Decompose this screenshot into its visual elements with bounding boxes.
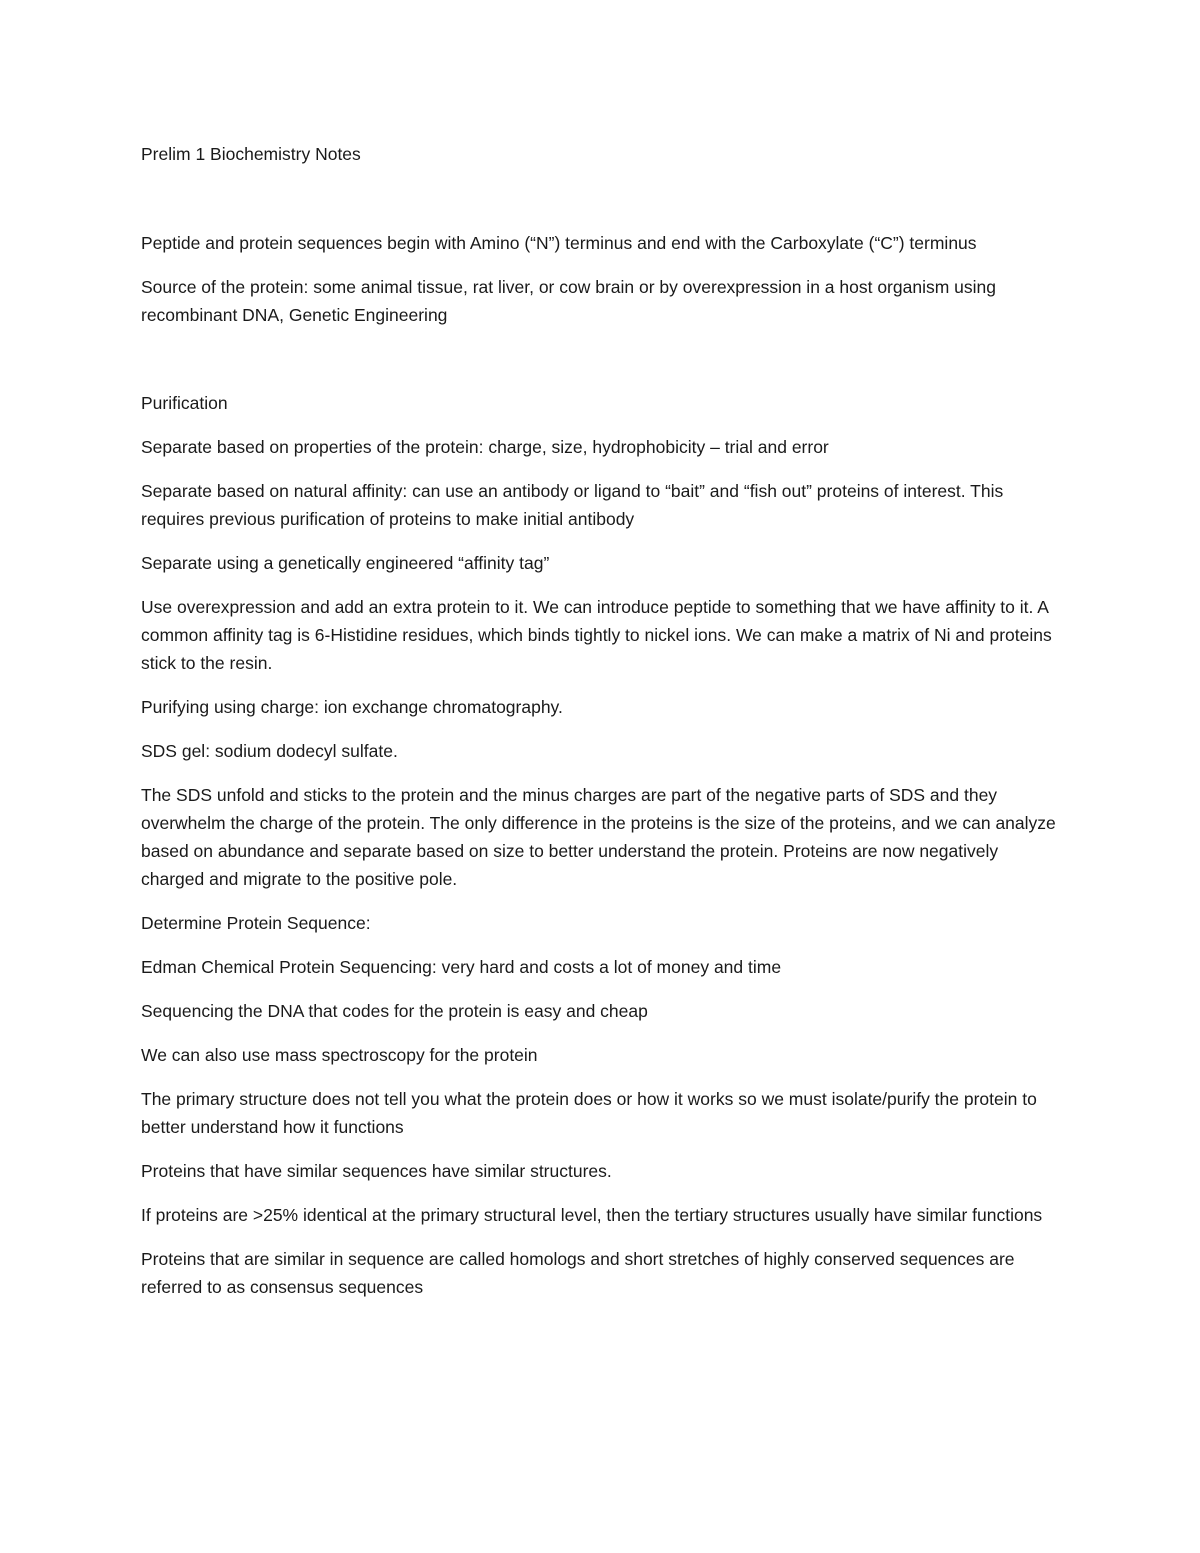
paragraph-protein-source: Source of the protein: some animal tissue, rat liver, or cow brain or by overexpression in a host organism using recombinant DNA, Genetic Engineering	[141, 277, 996, 325]
section-heading-purification: Purification	[141, 393, 228, 413]
paragraph-identity-threshold: If proteins are >25% identical at the primary structural level, then the tertiary structures usually have similar functions	[141, 1205, 1043, 1225]
paragraph-sds-unfold: The SDS unfold and sticks to the protein and the minus charges are part of the negative parts of SDS and they overwhelm the charge of the protein. The only difference in the proteins is the size of the proteins, and we can analyze based on abundance and separate based on size to better understand the protein. Proteins are now negatively charged and migrate to the positive pole.	[141, 785, 1056, 889]
paragraph-affinity-tag: Separate using a genetically engineered “affinity tag”	[141, 553, 550, 573]
paragraph-ion-exchange: Purifying using charge: ion exchange chromatography.	[141, 697, 563, 717]
paragraph-primary-structure: The primary structure does not tell you what the protein does or how it works so we must isolate/purify the protein to better understand how it functions	[141, 1089, 1037, 1137]
paragraph-natural-affinity: Separate based on natural affinity: can use an antibody or ligand to “bait” and “fish out” proteins of interest. This requires previous purification of proteins to make initial antibody	[141, 481, 1004, 529]
paragraph-similar-sequences: Proteins that have similar sequences have similar structures.	[141, 1161, 612, 1181]
document-body	[141, 140, 1061, 1317]
paragraph-edman: Edman Chemical Protein Sequencing: very hard and costs a lot of money and time	[141, 957, 782, 977]
paragraph-mass-spectroscopy: We can also use mass spectroscopy for the protein	[141, 1045, 538, 1065]
paragraph-dna-sequencing: Sequencing the DNA that codes for the protein is easy and cheap	[141, 1001, 648, 1021]
paragraph-separate-properties: Separate based on properties of the protein: charge, size, hydrophobicity – trial and error	[141, 437, 829, 457]
document-title: Prelim 1 Biochemistry Notes	[141, 144, 361, 164]
paragraph-overexpression: Use overexpression and add an extra protein to it. We can introduce peptide to something that we have affinity to it. A common affinity tag is 6-Histidine residues, which binds tightly to nickel ions. We can make a matrix of Ni and proteins stick to the resin.	[141, 597, 1052, 673]
paragraph-homologs: Proteins that are similar in sequence are called homologs and short stretches of highly conserved sequences are referred to as consensus sequences	[141, 1249, 1015, 1297]
paragraph-terminus: Peptide and protein sequences begin with Amino (“N”) terminus and end with the Carboxylate (“C”) terminus	[141, 233, 977, 253]
paragraph-sds-gel: SDS gel: sodium dodecyl sulfate.	[141, 741, 398, 761]
section-heading-protein-sequence: Determine Protein Sequence:	[141, 913, 371, 933]
